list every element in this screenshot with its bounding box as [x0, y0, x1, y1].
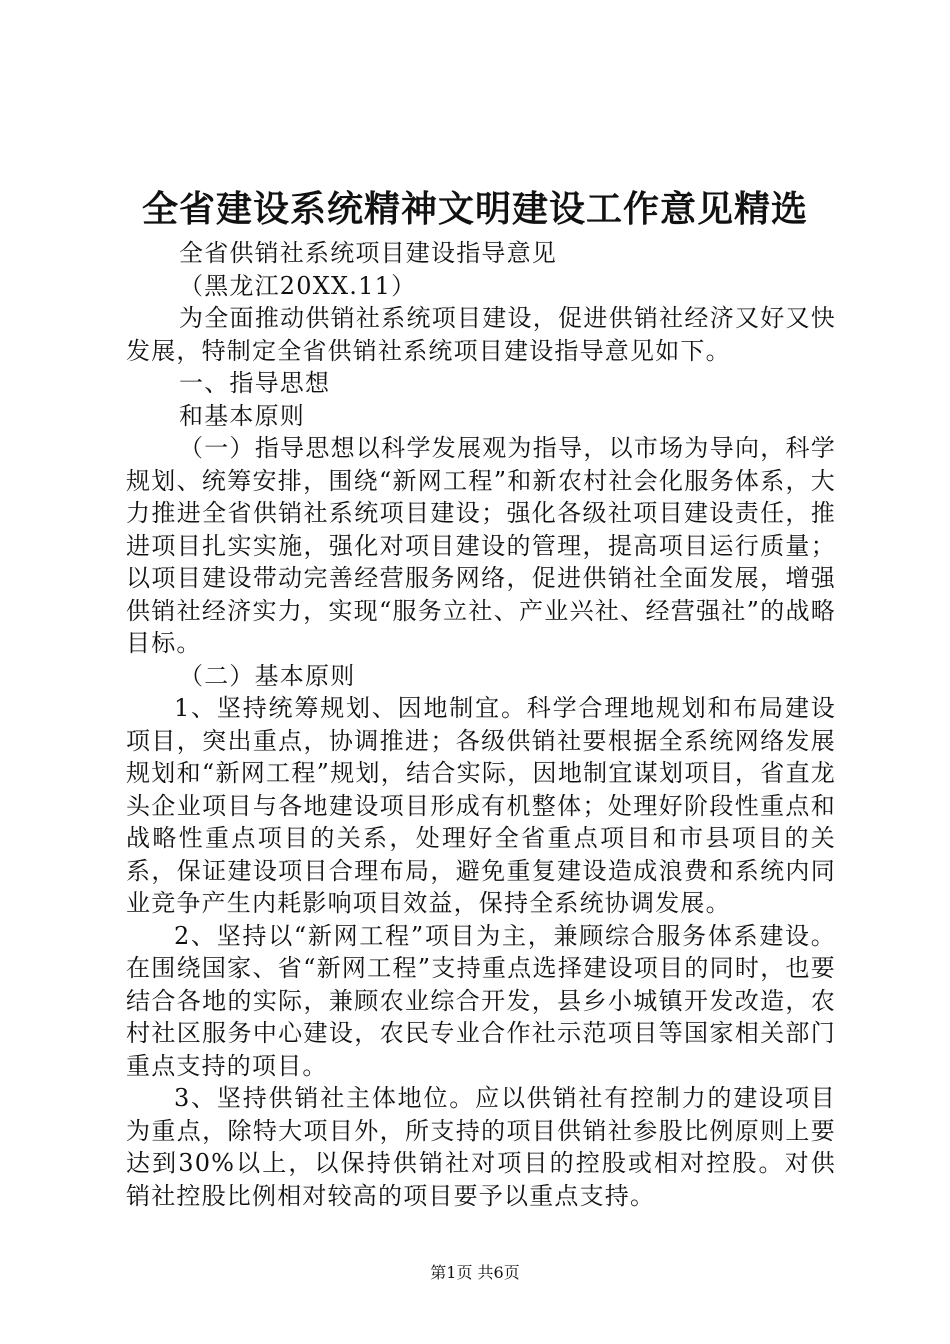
- page-footer: 第1页 共6页: [430, 1263, 520, 1282]
- paragraph-principle-1: 1、坚持统筹规划、因地制宜。科学合理地规划和布局建设项目，突出重点，协调推进；各级供销社要根据全系统网络发展规划和“新网工程”规划，结合实际，因地制宜谋划项目，省直龙头企业项目与各地建设项目形成有机整体；处理好阶段性重点和战略性重点项目的关系，处理好全省重点项目和市县项目的关系，保证建设项目合理布局，避免重复建设造成浪费和系统内同业竞争产生内耗影响项目效益，保持全系统协调发展。: [126, 694, 836, 917]
- heading-basic-principles: （二）基本原则: [179, 661, 356, 690]
- paragraph-principle-3: 3、坚持供销社主体地位。应以供销社有控制力的建设项目为重点，除特大项目外，所支持的项目供销社参股比例原则上要达到30%以上，以保持供销社对项目的控股或相对控股。对供销社控股比例相对较高的项目要予以重点支持。: [126, 1084, 836, 1210]
- paragraph-intro: 为全面推动供销社系统项目建设，促进供销社经济又好又快发展，特制定全省供销社系统项目建设指导意见如下。: [126, 304, 836, 365]
- heading-section-1-cont: 和基本原则: [179, 401, 305, 430]
- paragraph-principle-2: 2、坚持以“新网工程”项目为主，兼顾综合服务体系建设。在围绕国家、省“新网工程”支持重点选择建设项目的同时，也要结合各地的实际，兼顾农业综合开发，县乡小城镇开发改造，农村社区服务中心建设，农民专业合作社示范项目等国家相关部门重点支持的项目。: [126, 921, 836, 1080]
- paragraph-guiding-thought: （一）指导思想以科学发展观为指导，以市场为导向，科学规划、统筹安排，围绕“新网工程”和新农村社会化服务体系，大力推进全省供销社系统项目建设；强化各级社项目建设责任，推进项目扎实实施，强化对项目建设的管理，提高项目运行质量；以项目建设带动完善经营服务网络，促进供销社全面发展，增强供销社经济实力，实现“服务立社、产业兴社、经营强社”的战略目标。: [126, 434, 836, 657]
- heading-section-1: 一、指导思想: [179, 369, 331, 397]
- document-body: [126, 237, 836, 1212]
- paragraph-subtitle: 全省供销社系统项目建设指导意见: [179, 239, 557, 267]
- paragraph-source: （黑龙江20XX.11）: [179, 271, 417, 300]
- document-title: 全省建设系统精神文明建设工作意见精选: [141, 188, 808, 230]
